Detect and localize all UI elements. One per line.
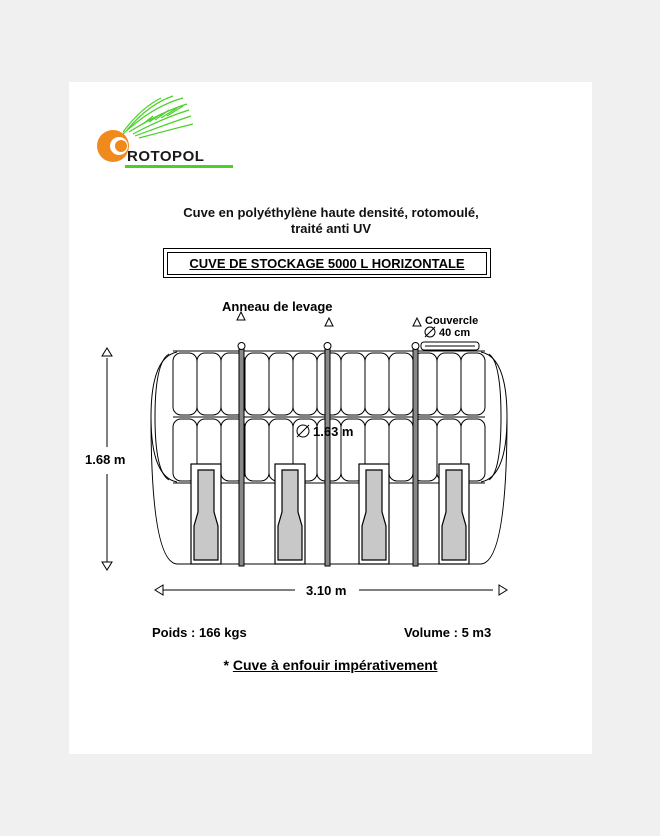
subtitle-line-2: traité anti UV — [290, 221, 372, 236]
spec-sheet — [69, 82, 592, 754]
arrow-up-icon — [102, 348, 112, 356]
subtitle-line-1: Cuve en polyéthylène haute densité, rotomoulé, — [183, 205, 479, 220]
cover-diameter-value: 40 cm — [439, 327, 471, 339]
tank-diameter-value: 1.63 m — [313, 424, 354, 439]
tank-cover — [421, 342, 479, 350]
weight-spec — [152, 625, 247, 640]
volume-value: 5 m3 — [461, 625, 492, 640]
diameter-symbol-icon — [297, 425, 309, 437]
arrow-up-icon — [237, 312, 421, 326]
arrow-right-icon — [499, 585, 507, 595]
brand-name: ROTOPOL — [127, 148, 205, 165]
tank-diagram — [69, 82, 592, 754]
tank-height-value: 1.68 m — [85, 452, 126, 467]
lifting-rods — [238, 343, 419, 567]
lifting-ring-label: Anneau de levage — [222, 299, 333, 314]
volume-spec — [404, 625, 491, 640]
cover-label: Couvercle — [425, 315, 479, 327]
weight-value: 166 kgs — [198, 625, 247, 640]
diameter-symbol-icon — [425, 327, 435, 337]
note-asterisk: * — [223, 657, 229, 673]
volume-label: Volume : — [404, 625, 458, 640]
arrow-left-icon — [155, 585, 163, 595]
weight-label: Poids : — [152, 625, 196, 640]
arrow-down-icon — [102, 562, 112, 570]
note-text: Cuve à enfouir impérativement — [232, 657, 438, 673]
tank-length-value: 3.10 m — [306, 583, 347, 598]
burial-note — [69, 657, 592, 673]
page-title: CUVE DE STOCKAGE 5000 L HORIZONTALE — [167, 252, 487, 275]
